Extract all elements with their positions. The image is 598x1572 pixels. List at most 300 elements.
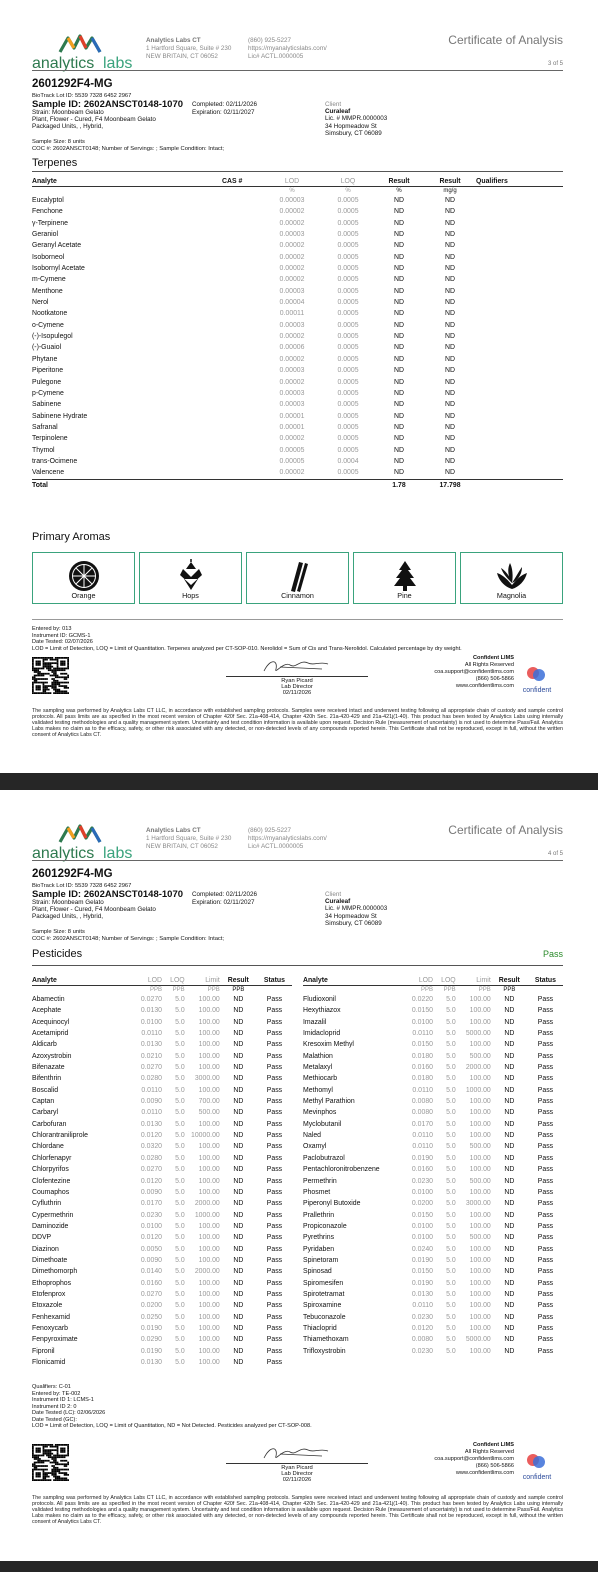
table-row bbox=[303, 1334, 563, 1345]
result-mg-g: ND bbox=[445, 321, 455, 329]
result-mg-g: ND bbox=[445, 231, 455, 239]
lod-value: 0.0090 bbox=[140, 1188, 162, 1196]
unit-loq: PPB bbox=[172, 987, 185, 993]
table-row bbox=[32, 388, 563, 399]
col-status: Status bbox=[528, 976, 563, 986]
analyte-name: Pyrethrins bbox=[303, 1234, 335, 1242]
lod-value: 0.00002 bbox=[279, 333, 305, 341]
loq-value: 0.0005 bbox=[337, 355, 359, 363]
result-percent: ND bbox=[394, 253, 404, 261]
analyte-name: Myclobutanil bbox=[303, 1120, 342, 1128]
status-value: Pass bbox=[266, 1007, 283, 1015]
result-percent: ND bbox=[394, 299, 404, 307]
lod-value: 0.0150 bbox=[411, 1268, 433, 1276]
loq-value: 5.0 bbox=[446, 1347, 456, 1355]
analyte-name: Acetamiprid bbox=[32, 1030, 69, 1038]
lab-website[interactable]: https://myanalyticslabs.com/ bbox=[248, 835, 327, 843]
lod-value: 0.00006 bbox=[279, 344, 305, 352]
unit-result-mg-g: mg/g bbox=[443, 188, 457, 194]
loq-value: 5.0 bbox=[175, 996, 185, 1003]
note-line: Date Tested (LC): 02/06/2026 bbox=[32, 1410, 106, 1416]
status-value: Pass bbox=[266, 1313, 283, 1321]
lod-value: 0.0100 bbox=[140, 1018, 162, 1026]
analyte-name: DDVP bbox=[32, 1234, 52, 1242]
col-qualifiers: Qualifiers bbox=[476, 177, 563, 187]
limit-value: 100.00 bbox=[469, 1302, 491, 1310]
loq-value: 0.0005 bbox=[337, 401, 359, 409]
table-row bbox=[32, 1153, 292, 1164]
col-limit: Limit bbox=[185, 976, 220, 986]
sample-dates bbox=[192, 891, 257, 907]
lod-value: 0.0190 bbox=[411, 1256, 433, 1264]
lod-value: 0.0150 bbox=[411, 1007, 433, 1015]
limit-value: 100.00 bbox=[469, 1098, 491, 1106]
status-value: Pass bbox=[266, 1166, 283, 1174]
table-row bbox=[32, 1323, 292, 1334]
result-mg-g: ND bbox=[445, 412, 455, 420]
lod-value: 0.0160 bbox=[411, 1064, 433, 1072]
confident-website[interactable]: www.confidentlims.com bbox=[455, 683, 514, 689]
analyte-name: Nootkatone bbox=[32, 310, 68, 318]
client-address-1: 34 Hopmeadow St bbox=[325, 912, 377, 920]
loq-value: 5.0 bbox=[175, 1086, 185, 1094]
table-row bbox=[32, 1096, 292, 1107]
analyte-name: Spinosad bbox=[303, 1268, 332, 1276]
lod-value: 0.00003 bbox=[279, 389, 305, 397]
lod-value: 0.00004 bbox=[279, 299, 305, 307]
biotrack-lot-id: BioTrack Lot ID: 5539 7328 6452 2967 bbox=[32, 883, 132, 889]
lod-value: 0.00002 bbox=[279, 253, 305, 261]
table-row bbox=[303, 1244, 563, 1255]
result-percent: ND bbox=[394, 344, 404, 352]
result-percent: ND bbox=[394, 287, 404, 295]
table-row bbox=[303, 1278, 563, 1289]
status-value: Pass bbox=[537, 1336, 554, 1344]
status-value: Pass bbox=[266, 1030, 283, 1038]
loq-value: 5.0 bbox=[446, 1018, 456, 1026]
limit-value: 100.00 bbox=[198, 1279, 220, 1287]
result-value: ND bbox=[233, 1188, 244, 1196]
loq-value: 5.0 bbox=[175, 1098, 185, 1106]
signer-block bbox=[226, 1465, 368, 1484]
status-value: Pass bbox=[537, 1200, 554, 1208]
analyte-name: m-Cymene bbox=[32, 276, 66, 284]
table-row bbox=[32, 1278, 292, 1289]
result-value: ND bbox=[504, 1109, 515, 1117]
table-row bbox=[32, 467, 563, 479]
limit-value: 100.00 bbox=[198, 1313, 220, 1321]
table-row bbox=[303, 1073, 563, 1084]
table-row bbox=[303, 1130, 563, 1141]
result-value: ND bbox=[504, 1245, 515, 1253]
loq-value: 5.0 bbox=[446, 1222, 456, 1230]
result-value: ND bbox=[504, 1143, 515, 1151]
loq-value: 5.0 bbox=[175, 1064, 185, 1072]
analyte-name: Bifenthrin bbox=[32, 1075, 62, 1083]
result-percent: ND bbox=[394, 367, 404, 375]
analyte-name: Methyl Parathion bbox=[303, 1098, 355, 1106]
status-value: Pass bbox=[537, 1234, 554, 1242]
lod-value: 0.0080 bbox=[411, 1336, 433, 1344]
result-value: ND bbox=[504, 1256, 515, 1264]
result-value: ND bbox=[504, 1075, 515, 1083]
unit-lod: % bbox=[289, 188, 295, 194]
result-percent: ND bbox=[394, 401, 404, 409]
status-value: Pass bbox=[537, 1222, 554, 1230]
confident-email[interactable]: coa.support@confidentlims.com bbox=[434, 1456, 514, 1462]
loq-value: 5.0 bbox=[175, 1347, 185, 1355]
lod-value: 0.0190 bbox=[140, 1324, 162, 1332]
note-line: Instrument ID: GCMS-1 bbox=[32, 632, 91, 639]
section-rule bbox=[32, 965, 563, 966]
lod-value: 0.0110 bbox=[141, 1109, 162, 1117]
loq-value: 5.0 bbox=[446, 1336, 456, 1344]
status-value: Pass bbox=[537, 1188, 554, 1196]
limit-value: 100.00 bbox=[198, 1336, 220, 1344]
limit-value: 10000.00 bbox=[191, 1132, 220, 1140]
note-line: Date Tested: 02/07/2026 bbox=[32, 639, 93, 645]
lod-value: 0.0170 bbox=[140, 1200, 162, 1208]
result-mg-g: ND bbox=[445, 310, 455, 318]
unit-result: PPB bbox=[232, 987, 245, 993]
result-value: ND bbox=[233, 1154, 244, 1162]
table-row bbox=[303, 1346, 563, 1357]
loq-value: 5.0 bbox=[175, 1188, 185, 1196]
lod-value: 0.0100 bbox=[411, 1188, 433, 1196]
limit-value: 700.00 bbox=[198, 1098, 220, 1106]
strain: Strain: Moonbeam Gelato bbox=[32, 109, 104, 116]
lod-value: 0.0220 bbox=[411, 996, 433, 1003]
limit-value: 100.00 bbox=[469, 1188, 491, 1196]
strain: Strain: Moonbeam Gelato bbox=[32, 899, 104, 906]
analyte-name: Sabinene bbox=[32, 401, 62, 409]
loq-value: 5.0 bbox=[175, 1018, 185, 1026]
table-row bbox=[32, 1198, 292, 1209]
analyte-name: Diazinon bbox=[32, 1245, 59, 1253]
analyte-name: Dimethomorph bbox=[32, 1268, 78, 1276]
section-title-aromas: Primary Aromas bbox=[32, 531, 111, 543]
analyte-name: Imidacloprid bbox=[303, 1030, 341, 1038]
limit-value: 100.00 bbox=[469, 1018, 491, 1026]
table-row bbox=[32, 1028, 292, 1039]
loq-value: 0.0005 bbox=[337, 412, 359, 420]
lab-license: Lic# ACTL.0000005 bbox=[248, 843, 304, 851]
result-mg-g: ND bbox=[445, 287, 455, 295]
table-row bbox=[303, 1119, 563, 1130]
confident-logo-text: confident bbox=[522, 687, 552, 694]
table-row bbox=[32, 206, 563, 217]
table-row bbox=[32, 1312, 292, 1323]
loq-value: 5.0 bbox=[175, 1132, 185, 1140]
lod-value: 0.0290 bbox=[140, 1336, 162, 1344]
lod-value: 0.00002 bbox=[279, 435, 305, 443]
section-title-terpenes: Terpenes bbox=[32, 157, 78, 169]
aroma-label: Magnolia bbox=[496, 591, 527, 600]
result-value: ND bbox=[504, 1120, 515, 1128]
sample-identifier: 2601292F4-MG bbox=[32, 78, 113, 90]
result-value: ND bbox=[504, 1064, 515, 1072]
loq-value: 5.0 bbox=[446, 1098, 456, 1106]
unit-result: PPB bbox=[503, 987, 516, 993]
result-value: ND bbox=[233, 1359, 244, 1366]
loq-value: 5.0 bbox=[446, 1279, 456, 1287]
analyte-name: Fenoxycarb bbox=[32, 1324, 69, 1332]
loq-value: 5.0 bbox=[175, 1211, 185, 1219]
table-row bbox=[303, 1153, 563, 1164]
lod-value: 0.0270 bbox=[140, 1166, 162, 1174]
result-value: ND bbox=[233, 1211, 244, 1219]
lod-value: 0.00003 bbox=[279, 197, 305, 204]
table-row bbox=[32, 433, 563, 444]
result-percent: ND bbox=[394, 231, 404, 239]
table-row bbox=[303, 1017, 563, 1028]
aroma-card-pine bbox=[353, 552, 456, 604]
status-value: Pass bbox=[537, 1211, 554, 1219]
total-row bbox=[32, 479, 563, 491]
result-value: ND bbox=[504, 1268, 515, 1276]
result-mg-g: ND bbox=[445, 242, 455, 250]
limit-value: 100.00 bbox=[469, 1279, 491, 1287]
status-value: Pass bbox=[537, 1132, 554, 1140]
limit-value: 500.00 bbox=[469, 1234, 491, 1242]
result-percent: ND bbox=[394, 446, 404, 454]
table-row bbox=[32, 252, 563, 263]
result-value: ND bbox=[504, 1007, 515, 1015]
unit-lod: PPB bbox=[149, 987, 162, 993]
note-line: Instrument ID 2: 0 bbox=[32, 1403, 77, 1410]
lod-value: 0.00003 bbox=[279, 231, 305, 239]
result-value: ND bbox=[233, 1279, 244, 1287]
result-value: ND bbox=[233, 1347, 244, 1355]
status-value: Pass bbox=[537, 996, 554, 1003]
result-percent: ND bbox=[394, 435, 404, 443]
status-value: Pass bbox=[266, 1222, 283, 1230]
table-row bbox=[32, 411, 563, 422]
lod-value: 0.0280 bbox=[140, 1075, 162, 1083]
col-cas: CAS # bbox=[222, 177, 262, 187]
analyte-name: Fenchone bbox=[32, 208, 63, 216]
signature-icon bbox=[260, 655, 340, 677]
col-status: Status bbox=[257, 976, 292, 986]
status-value: Pass bbox=[266, 1256, 283, 1264]
lod-value: 0.0110 bbox=[141, 1086, 162, 1094]
logo-text-analytics: analytics bbox=[32, 55, 95, 72]
lab-website[interactable]: https://myanalyticslabs.com/ bbox=[248, 45, 327, 53]
total-label: Total bbox=[32, 479, 222, 491]
test-notes bbox=[32, 626, 462, 652]
analyte-name: Hexythiazox bbox=[303, 1007, 341, 1015]
loq-value: 5.0 bbox=[446, 1154, 456, 1162]
lod-value: 0.0140 bbox=[140, 1268, 162, 1276]
loq-value: 5.0 bbox=[175, 1324, 185, 1332]
analyte-name: trans-Ocimene bbox=[32, 457, 78, 465]
lod-value: 0.0130 bbox=[411, 1290, 433, 1298]
result-mg-g: ND bbox=[445, 208, 455, 216]
result-value: ND bbox=[504, 1211, 515, 1219]
status-value: Pass bbox=[266, 996, 283, 1003]
status-value: Pass bbox=[537, 1109, 554, 1117]
result-percent: ND bbox=[394, 276, 404, 284]
note-line: Entered by: 013 bbox=[32, 626, 72, 632]
table-row bbox=[32, 229, 563, 240]
confident-website[interactable]: www.confidentlims.com bbox=[455, 1470, 514, 1476]
strain-info bbox=[32, 109, 156, 131]
result-mg-g: ND bbox=[445, 435, 455, 443]
table-row bbox=[32, 240, 563, 251]
table-row bbox=[32, 456, 563, 467]
lod-value: 0.0190 bbox=[411, 1154, 433, 1162]
result-value: ND bbox=[504, 1324, 515, 1332]
table-row bbox=[32, 331, 563, 342]
status-value: Pass bbox=[266, 1098, 283, 1106]
lod-value: 0.00002 bbox=[279, 469, 305, 477]
lod-value: 0.0090 bbox=[140, 1098, 162, 1106]
lod-value: 0.0230 bbox=[140, 1211, 162, 1219]
limit-value: 100.00 bbox=[469, 1154, 491, 1162]
analyte-name: Acephate bbox=[32, 1007, 62, 1015]
lab-address-1: 1 Hartford Square, Suite # 230 bbox=[146, 835, 232, 843]
analyte-name: o-Cymene bbox=[32, 321, 64, 329]
loq-value: 5.0 bbox=[446, 1200, 456, 1208]
result-value: ND bbox=[233, 1200, 244, 1208]
analyte-name: Methomyl bbox=[303, 1086, 333, 1094]
loq-value: 0.0005 bbox=[337, 231, 359, 239]
limit-value: 2000.00 bbox=[194, 1200, 220, 1208]
loq-value: 5.0 bbox=[446, 1245, 456, 1253]
result-value: ND bbox=[233, 1302, 244, 1310]
coc-info: COC #: 2602ANSCT0148; Number of Servings: ; Sample Condition: Intact; bbox=[32, 145, 225, 152]
col-result: Result bbox=[220, 976, 257, 986]
result-value: ND bbox=[504, 1234, 515, 1242]
analyte-name: Aldicarb bbox=[32, 1041, 57, 1049]
result-mg-g: ND bbox=[445, 446, 455, 454]
status-value: Pass bbox=[266, 1245, 283, 1253]
cinnamon-icon bbox=[281, 559, 315, 593]
lab-address-2: NEW BRITAIN, CT 06052 bbox=[146, 843, 218, 851]
loq-value: 5.0 bbox=[175, 1313, 185, 1321]
limit-value: 500.00 bbox=[469, 1177, 491, 1185]
analyte-name: Isobornyl Acetate bbox=[32, 265, 85, 273]
table-row bbox=[32, 445, 563, 456]
limit-value: 100.00 bbox=[469, 1256, 491, 1264]
analyte-name: Chlorpyrifos bbox=[32, 1166, 69, 1174]
logo-text-labs: labs bbox=[103, 55, 133, 72]
status-value: Pass bbox=[537, 1279, 554, 1287]
analyte-name: Piperonyl Butoxide bbox=[303, 1200, 361, 1208]
lod-value: 0.0100 bbox=[411, 1018, 433, 1026]
sample-size: Sample Size: 8 units bbox=[32, 929, 85, 935]
loq-value: 0.0005 bbox=[337, 208, 359, 216]
table-row bbox=[303, 1210, 563, 1221]
notes-rule bbox=[32, 619, 563, 620]
lod-value: 0.0250 bbox=[140, 1313, 162, 1321]
qr-code-icon[interactable] bbox=[32, 657, 69, 694]
result-percent: ND bbox=[394, 412, 404, 420]
limit-value: 100.00 bbox=[469, 1245, 491, 1253]
result-value: ND bbox=[504, 1086, 515, 1094]
table-row bbox=[303, 1141, 563, 1152]
loq-value: 0.0005 bbox=[337, 389, 359, 397]
result-mg-g: ND bbox=[445, 253, 455, 261]
status-value: Pass bbox=[266, 1154, 283, 1162]
test-notes bbox=[32, 1384, 312, 1430]
signer-title: Lab Director bbox=[281, 1471, 313, 1478]
table-row bbox=[303, 1221, 563, 1232]
table-row bbox=[32, 1255, 292, 1266]
analyte-name: Imazalil bbox=[303, 1018, 327, 1026]
aroma-card-orange bbox=[32, 552, 135, 604]
table-row bbox=[32, 422, 563, 433]
result-value: ND bbox=[233, 1018, 244, 1026]
result-value: ND bbox=[233, 1177, 244, 1185]
result-percent: ND bbox=[394, 389, 404, 397]
col-result-percent: Result bbox=[374, 177, 424, 187]
status-value: Pass bbox=[537, 1018, 554, 1026]
loq-value: 5.0 bbox=[175, 1290, 185, 1298]
result-percent: ND bbox=[394, 423, 404, 431]
limit-value: 500.00 bbox=[469, 1052, 491, 1060]
analyte-name: Malathion bbox=[303, 1052, 333, 1060]
lod-value: 0.00001 bbox=[279, 423, 305, 431]
table-row bbox=[32, 365, 563, 376]
result-mg-g: ND bbox=[445, 344, 455, 352]
table-row bbox=[32, 1051, 292, 1062]
limit-value: 100.00 bbox=[469, 1324, 491, 1332]
table-row bbox=[32, 263, 563, 274]
result-value: ND bbox=[233, 1098, 244, 1106]
pine-tree-icon bbox=[388, 559, 422, 593]
loq-value: 0.0005 bbox=[337, 265, 359, 273]
result-percent: ND bbox=[394, 265, 404, 273]
status-value: Pass bbox=[537, 1268, 554, 1276]
table-row bbox=[303, 1198, 563, 1209]
limit-value: 100.00 bbox=[469, 1290, 491, 1298]
result-value: ND bbox=[504, 1290, 515, 1298]
status-value: Pass bbox=[266, 1109, 283, 1117]
loq-value: 0.0005 bbox=[337, 367, 359, 375]
limit-value: 100.00 bbox=[198, 1143, 220, 1151]
limit-value: 100.00 bbox=[469, 1222, 491, 1230]
limit-value: 2000.00 bbox=[194, 1268, 220, 1276]
lod-value: 0.00003 bbox=[279, 367, 305, 375]
analyte-name: Cypermethrin bbox=[32, 1211, 74, 1219]
loq-value: 5.0 bbox=[175, 1166, 185, 1174]
sample-dates bbox=[192, 101, 257, 117]
result-percent: ND bbox=[394, 219, 404, 227]
result-mg-g: ND bbox=[445, 423, 455, 431]
lod-value: 0.00001 bbox=[279, 412, 305, 420]
qr-code-icon[interactable] bbox=[32, 1444, 69, 1481]
lod-value: 0.0100 bbox=[411, 1234, 433, 1242]
table-row bbox=[32, 1039, 292, 1050]
lab-name: Analytics Labs CT bbox=[146, 37, 201, 44]
loq-value: 5.0 bbox=[175, 1109, 185, 1117]
hops-icon bbox=[174, 559, 208, 593]
lod-value: 0.0270 bbox=[140, 1290, 162, 1298]
loq-value: 0.0005 bbox=[337, 344, 359, 352]
note-line: Instrument ID 1: LCMS-1 bbox=[32, 1397, 94, 1403]
limit-value: 100.00 bbox=[469, 1347, 491, 1355]
loq-value: 5.0 bbox=[446, 1166, 456, 1174]
analyte-name: Methiocarb bbox=[303, 1075, 338, 1083]
total-percent: 1.78 bbox=[374, 479, 424, 491]
loq-value: 0.0005 bbox=[337, 446, 359, 454]
unit-limit: PPB bbox=[478, 987, 491, 993]
confident-email[interactable]: coa.support@confidentlims.com bbox=[434, 669, 514, 675]
pesticides-status-badge: Pass bbox=[542, 949, 563, 959]
unit-loq: PPB bbox=[443, 987, 456, 993]
limit-value: 3000.00 bbox=[465, 1200, 491, 1208]
